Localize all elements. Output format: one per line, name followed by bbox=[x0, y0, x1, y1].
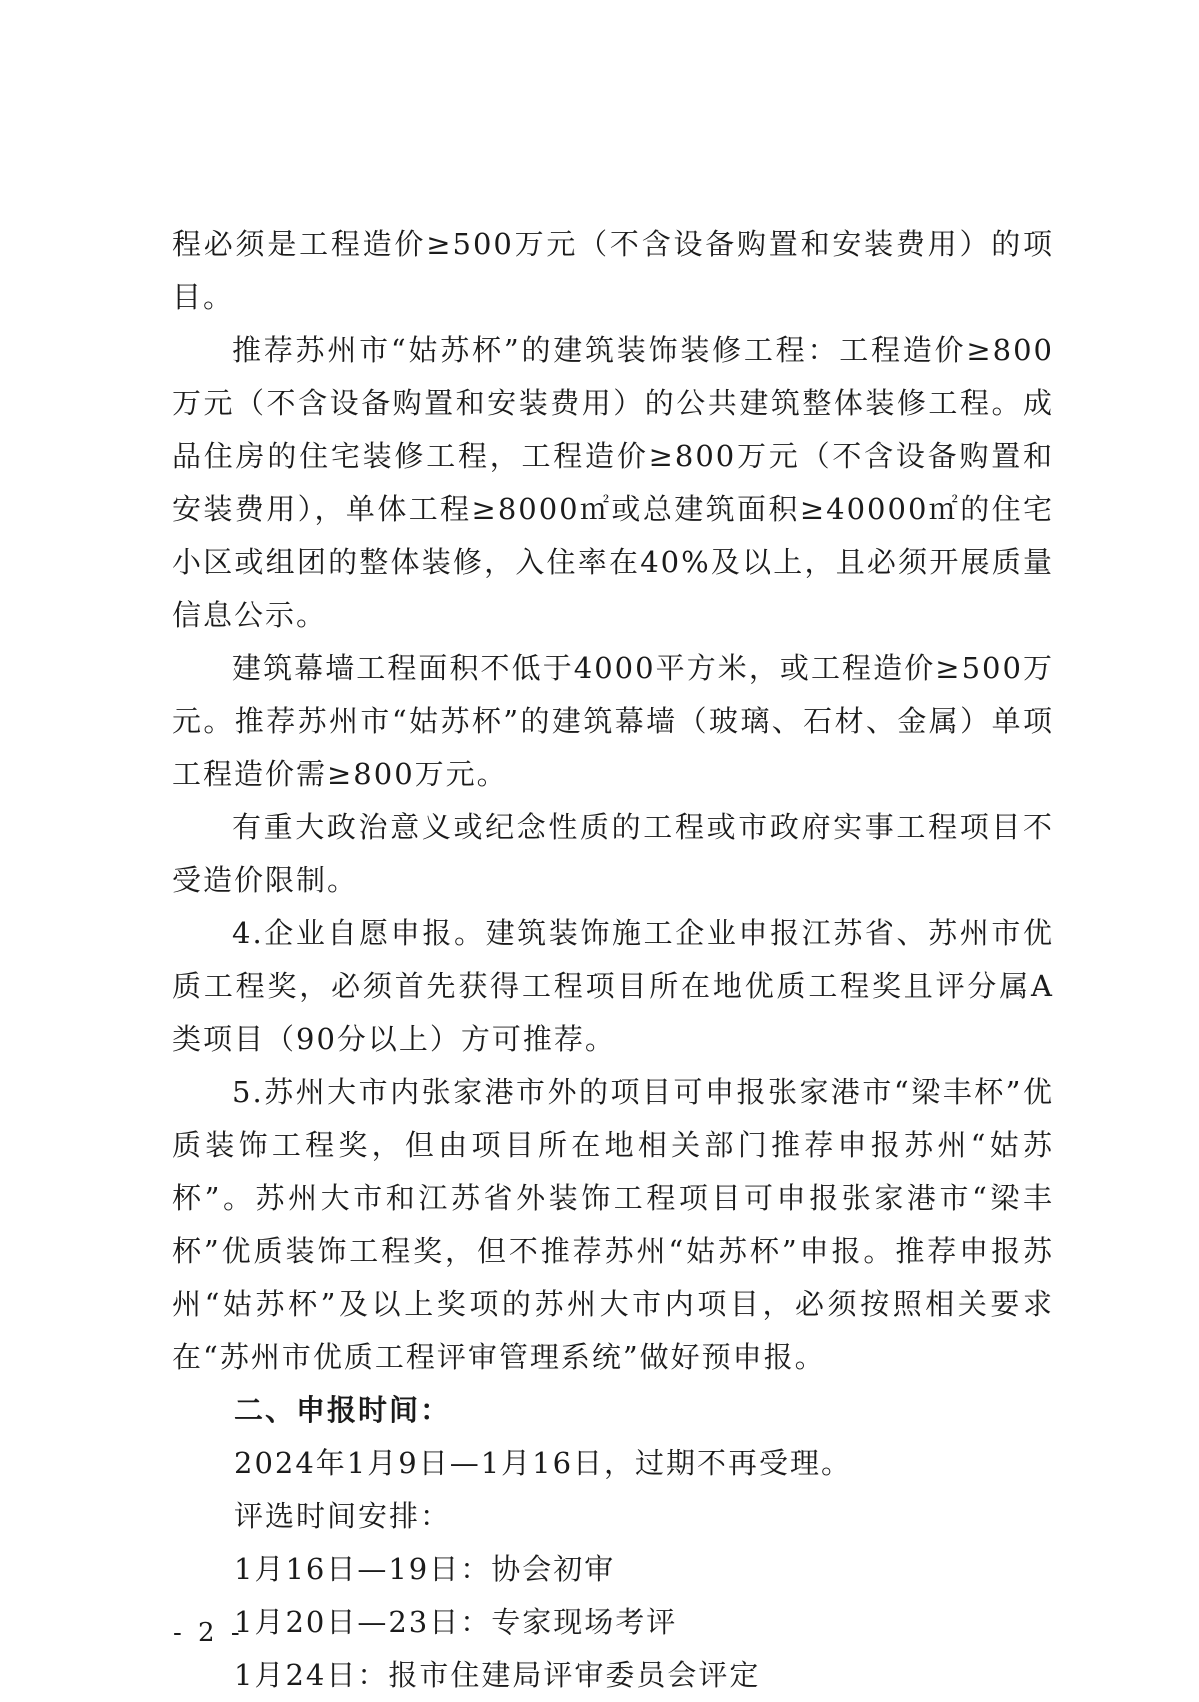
schedule-item: 1月24日：报市住建局评审委员会评定 bbox=[234, 1658, 761, 1692]
page-number: - 2 - bbox=[173, 1618, 244, 1648]
section-heading-application-time: 二、申报时间： bbox=[234, 1393, 452, 1427]
document-body bbox=[172, 218, 1054, 1702]
schedule-title: 评选时间安排： bbox=[234, 1499, 452, 1533]
paragraph-decoration-criteria: 推荐苏州市“姑苏杯”的建筑装饰装修工程：工程造价≥800万元（不含设备购置和安装费用）的公共建筑整体装修工程。成品住房的住宅装修工程，工程造价≥800万元（不含设备购置和安装费用），单体工程≥8000㎡或总建筑面积≥40000㎡的住宅小区或组团的整体装修，入住率在40%及以上，且必须开展质量信息公示。 bbox=[172, 333, 1054, 632]
paragraph-exemption: 有重大政治意义或纪念性质的工程或市政府实事工程项目不受造价限制。 bbox=[172, 810, 1054, 897]
paragraph-voluntary-application: 4.企业自愿申报。建筑装饰施工企业申报江苏省、苏州市优质工程奖，必须首先获得工程项目所在地优质工程奖且评分属A类项目（90分以上）方可推荐。 bbox=[172, 916, 1054, 1056]
paragraph-continuation: 程必须是工程造价≥500万元（不含设备购置和安装费用）的项目。 bbox=[172, 227, 1054, 314]
paragraph-regional-rules: 5.苏州大市内张家港市外的项目可申报张家港市“梁丰杯”优质装饰工程奖，但由项目所在地相关部门推荐申报苏州“姑苏杯”。苏州大市和江苏省外装饰工程项目可申报张家港市“梁丰杯”优质装饰工程奖，但不推荐苏州“姑苏杯”申报。推荐申报苏州“姑苏杯”及以上奖项的苏州大市内项目，必须按照相关要求在“苏州市优质工程评审管理系统”做好预申报。 bbox=[172, 1075, 1054, 1374]
schedule-item: 1月16日—19日：协会初审 bbox=[234, 1552, 616, 1586]
paragraph-curtain-wall-criteria: 建筑幕墙工程面积不低于4000平方米，或工程造价≥500万元。推荐苏州市“姑苏杯”的建筑幕墙（玻璃、石材、金属）单项工程造价需≥800万元。 bbox=[172, 651, 1054, 791]
schedule-item: 1月20日—23日：专家现场考评 bbox=[234, 1605, 678, 1639]
application-deadline: 2024年1月9日—1月16日，过期不再受理。 bbox=[234, 1446, 853, 1480]
